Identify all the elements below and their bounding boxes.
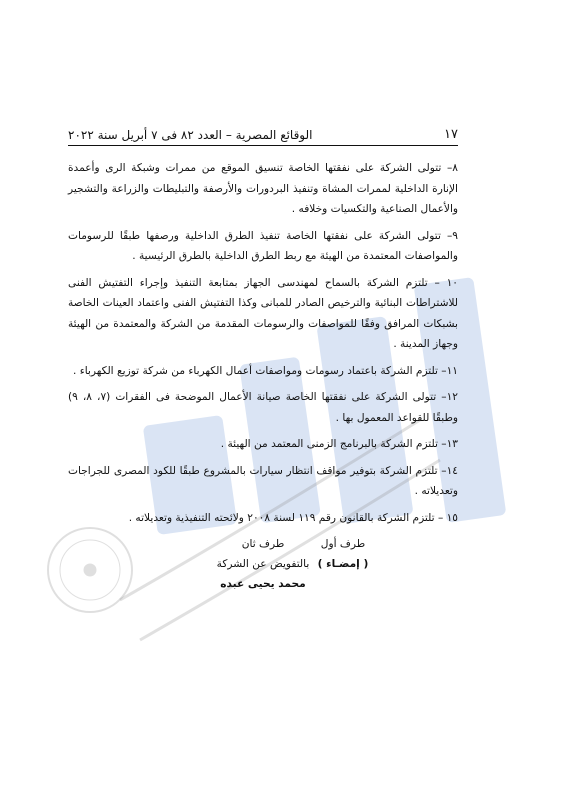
clause-11: ١١– تلتزم الشركة باعتماد رسومات ومواصفات أعمال الكهرباء من شركة توزيع الكهرباء . bbox=[72, 364, 458, 377]
page-number: ١٧ bbox=[444, 127, 458, 142]
document-page bbox=[68, 120, 458, 606]
clause-14: ١٤– تلتزم الشركة بتوفير مواقف انتظار سيارات بالمشروع طبقًا للكود المصرى للجراجات وتعديلاته . bbox=[68, 464, 458, 497]
clause-9: ٩– تتولى الشركة على نفقتها الخاصة تنفيذ الطرق الداخلية ورصفها طبقًا للرسومات والمواصفات المعتمدة من الهيئة مع ربط الطرق الداخلية بالطرق الرئيسية . bbox=[68, 229, 458, 262]
document-body bbox=[68, 158, 458, 528]
second-party-role: بالتفويض عن الشركة bbox=[216, 558, 310, 570]
clause-12: ١٢– تتولى الشركة على نفقتها الخاصة صيانة الأعمال الموضحة فى الفقرات (٧، ٨، ٩) وطبقًا للقواعد المعمول بها . bbox=[68, 391, 458, 424]
clause-15: ١٥ – تلتزم الشركة بالقانون رقم ١١٩ لسنة ٢٠٠٨ ولائحته التنفيذية وتعديلاته . bbox=[128, 511, 458, 524]
first-party bbox=[308, 534, 378, 574]
second-party bbox=[208, 534, 318, 594]
page-header bbox=[68, 120, 458, 146]
first-party-label: طرف أول bbox=[320, 538, 366, 550]
second-party-name: محمد يحيى عبده bbox=[220, 578, 306, 590]
clause-13: ١٣– تلتزم الشركة بالبرنامج الزمنى المعتمد من الهيئة . bbox=[220, 438, 458, 450]
second-party-label: طرف ثان bbox=[241, 538, 285, 550]
first-party-signature: ( إمضـاء ) bbox=[317, 558, 369, 570]
signature-block bbox=[68, 534, 458, 606]
gazette-title: الوقائع المصرية – العدد ٨٢ فى ٧ أبريل سنة ٢٠٢٢ bbox=[68, 128, 313, 142]
clause-8: ٨– تتولى الشركة على نفقتها الخاصة تنسيق الموقع من ممرات وشبكة الرى وأعمدة الإنارة الداخلية لممرات المشاة وتنفيذ البردورات والأرصفة والتبليطات والزراعة والتشجير والأعمال الصناعية والتكسيات وخلافه . bbox=[68, 162, 458, 215]
clause-10: ١٠ – تلتزم الشركة بالسماح لمهندسى الجهاز بمتابعة التنفيذ وإجراء التفتيش الفنى للاشتراطات البنائية والترخيص الصادر للمبانى وكذا التفتيش الفنى واعتماد العينات الخاصة بشبكات المرافق وفقًا للمواصفات والرسومات المقدمة من الشركة والمعتمدة من الهيئة وجهاز المدينة . bbox=[68, 276, 458, 350]
